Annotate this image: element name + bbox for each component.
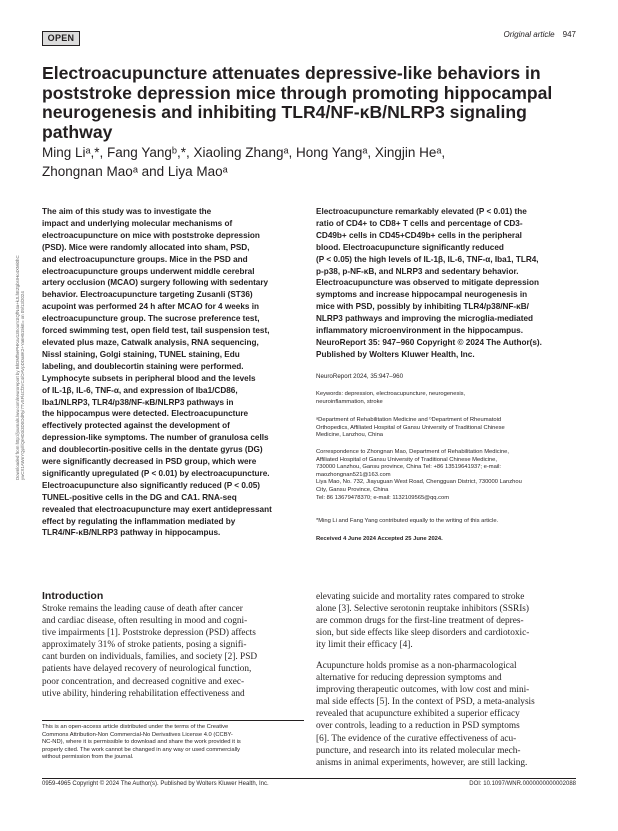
abstract-line: significantly upregulated (P < 0.01) by electroacupuncture. bbox=[42, 468, 270, 478]
correspondence bbox=[316, 449, 522, 502]
body-line: over controls, leading to a reduction in PSD symptoms bbox=[316, 721, 520, 732]
abstract-line: forced swimming test, open field test, tail suspension test, bbox=[42, 326, 270, 336]
abstract-line: labeling, and doublecortin staining were performed. bbox=[42, 361, 244, 371]
abstract-line: impact and underlying molecular mechanisms of bbox=[42, 218, 233, 228]
body-line: and cardiac disease, often resulting in mood and cogni- bbox=[42, 616, 248, 627]
abstract-line: effectively protected against the development of bbox=[42, 421, 230, 431]
email-link[interactable]: maozhongnan521@163.com bbox=[316, 471, 391, 478]
abstract-line: Lymphocyte subsets in peripheral blood and the levels bbox=[42, 373, 256, 383]
body-line: patients have delayed recovery of neurological function, bbox=[42, 664, 252, 675]
body-line: cant burden on individuals, families, and society [2]. PSD bbox=[42, 652, 258, 663]
article-type: Original article bbox=[503, 30, 555, 39]
abstract-line: effect by regulating the inflammation mediated by bbox=[42, 516, 236, 526]
abstract-line: mice with PSD, possibly by inhibiting TLR4/p38/NF-κB/ bbox=[316, 302, 529, 312]
keywords-line: Keywords: depression, electroacupuncture, neurogenesis, bbox=[316, 391, 466, 397]
abstract-line: symptoms and increase hippocampal neurogenesis in bbox=[316, 290, 528, 300]
body-line: ity limit their efficacy [4]. bbox=[316, 640, 413, 651]
intro-left-column bbox=[42, 603, 304, 700]
abstract-right-column bbox=[316, 206, 578, 361]
abstract-line: revealed that electroacupuncture may exert antidepressant bbox=[42, 504, 272, 514]
author-line: Ming Liᵃ,*, Fang Yangᵇ,*, Xiaoling Zhangᵃ, Hong Yangᵃ, Xingjin Heᵃ, bbox=[42, 145, 446, 160]
abstract-line: Electroacupuncture remarkably elevated (P < 0.01) the bbox=[316, 207, 527, 216]
body-line: utive ability, hindering rehabilitation effectiveness and bbox=[42, 688, 245, 699]
abstract-line: artery occlusion (MCAO) surgery following with sedentary bbox=[42, 278, 269, 288]
abstract-line: The aim of this study was to investigate the bbox=[42, 207, 212, 216]
title-line: pathway bbox=[42, 121, 113, 142]
correspondence-line: Affiliated Hospital of Gansu University of Traditional Chinese Medicine, bbox=[316, 456, 497, 463]
body-line: Stroke remains the leading cause of death after cancer bbox=[42, 604, 243, 614]
introduction-heading: Introduction bbox=[42, 590, 104, 602]
abstract-line: electroacupuncture groups underwent middle cerebral bbox=[42, 266, 255, 276]
title-line: Electroacupuncture attenuates depressive-like behaviors in bbox=[42, 63, 541, 83]
body-line: approximately 31% of stroke patients, posing a signifi- bbox=[42, 640, 247, 651]
affiliations bbox=[316, 417, 505, 440]
abstract-line: TLR4/NF-κB/NLRP3 pathway in hippocampus. bbox=[42, 528, 221, 538]
affiliation-line: Orthopedics, Affiliated Hospital of Gansu University of Traditional Chinese bbox=[316, 424, 505, 431]
abstract-line: electroacupuncture on mice with poststroke depression bbox=[42, 230, 260, 240]
abstract-line: Electroacupuncture also significantly reduced (P < 0.05) bbox=[42, 480, 261, 490]
abstract-line: elevated plus maze, Catwalk analysis, RNA sequencing, bbox=[42, 337, 259, 347]
abstract-line: and electroacupuncture groups. Mice in the PSD and bbox=[42, 254, 248, 264]
keywords-line: neuroinflammation, stroke bbox=[316, 398, 383, 405]
abstract-line: the hippocampus were detected. Electroacupuncture bbox=[42, 409, 249, 419]
body-line: tive impairments [1]. Poststroke depression (PSD) affects bbox=[42, 628, 256, 639]
body-line: are common drugs for the first-line treatment of depres- bbox=[316, 616, 524, 627]
license-line: properly cited. The work cannot be changed in any way or used commercially bbox=[42, 746, 241, 753]
correspondence-line: Liya Mao, No. 732, Jiayuguan West Road, Chengguan District, 730000 Lanzhou bbox=[316, 479, 522, 486]
license-divider bbox=[42, 720, 304, 721]
body-line: improving therapeutic outcomes, with low cost and mini- bbox=[316, 685, 530, 696]
abstract-line: blood. Electroacupuncture significantly reduced bbox=[316, 242, 504, 252]
abstract-line: ratio of CD4+ to CD8+ T cells and percentage of CD3- bbox=[316, 218, 523, 228]
received-accepted-dates: Received 4 June 2024 Accepted 25 June 2024. bbox=[316, 536, 443, 542]
body-line: anisms in animal experiments, however, are still lacking. bbox=[316, 757, 528, 768]
abstract-line: TUNEL-positive cells in the DG and CA1. RNA-seq bbox=[42, 492, 237, 502]
open-access-badge: OPEN bbox=[42, 31, 80, 46]
body-line: alternative for reducing depression symptoms and bbox=[316, 673, 502, 684]
body-line: sion, but side effects like sleep disorders and cardiotoxic- bbox=[316, 628, 530, 639]
intro-right-paragraph-1 bbox=[316, 591, 578, 651]
abstract-line: electroacupuncture group. The sucrose preference test, bbox=[42, 314, 260, 324]
title-line: poststroke depression mice through promoting hippocampal bbox=[42, 82, 553, 103]
abstract-line: Iba1/NLRP3, TLR4/p38/NF-κB/NLRP3 pathways in bbox=[42, 397, 234, 407]
abstract-line: Published by Wolters Kluwer Health, Inc. bbox=[316, 349, 475, 359]
abstract-line: were significantly decreased in PSD group, which were bbox=[42, 457, 257, 467]
license-line: NC-ND), where it is permissible to download and share the work provided it is bbox=[42, 739, 241, 746]
footer-divider bbox=[42, 778, 576, 779]
abstract-line: of IL-1β, IL-6, TNF-α, and expression of Iba1/CD86, bbox=[42, 385, 238, 395]
abstract-line: Nissl staining, Golgi staining, TUNEL staining, Edu bbox=[42, 349, 240, 359]
sidebar-line: Downloaded from http://journals.lww.com/neuroreport by BhDMf5ePHKav1zEoum1tQfN4a+kJLhEZgbsIHo4XMi0hC bbox=[15, 255, 20, 480]
keywords bbox=[316, 391, 465, 406]
correspondence-line: Tel: 86 13679478370; e-mail: 1132109565@qq.com bbox=[316, 494, 450, 501]
abstract-line: NeuroReport 35: 947–960 Copyright © 2024 The Author(s). bbox=[316, 337, 542, 347]
abstract-line: p-p38, p-NF-κB, and NLRP3 and sedentary behavior. bbox=[316, 266, 519, 276]
abstract-line: NLRP3 pathways and improving the microglia-mediated bbox=[316, 314, 534, 324]
license-line: Commons Attribution-Non Commercial-No Derivatives License 4.0 (CCBY- bbox=[42, 731, 233, 738]
running-header bbox=[504, 30, 577, 39]
abstract-line: depression-like symptoms. The number of granulosa cells bbox=[42, 433, 269, 443]
license-note bbox=[42, 724, 241, 762]
abstract-line: acupoint was performed 24 h after MCAO for 4 weeks in bbox=[42, 302, 260, 312]
article-title bbox=[42, 64, 562, 142]
body-line: poor concentration, and decreased cognitive and exec- bbox=[42, 676, 245, 687]
abstract-line: behavior. Electroacupuncture targeting Zusanli (ST36) bbox=[42, 290, 253, 300]
author-line: Zhongnan Maoᵃ and Liya Maoᵃ bbox=[42, 164, 228, 179]
footer-doi[interactable]: DOI: 10.1097/WNR.0000000000002088 bbox=[469, 781, 576, 787]
abstract-line: (P < 0.05) the high levels of IL-1β, IL-6, TNF-α, Iba1, TLR4, bbox=[316, 254, 539, 264]
license-line: This is an open-access article distributed under the terms of the Creative bbox=[42, 724, 229, 730]
equal-contribution-note: *Ming Li and Fang Yang contributed equally to the writing of this article. bbox=[316, 518, 499, 524]
title-line: neurogenesis and inhibiting TLR4/NF-κB/NLRP3 signaling bbox=[42, 102, 527, 123]
affiliation-line: Medicine, Lanzhou, China bbox=[316, 432, 384, 439]
abstract-left-column bbox=[42, 206, 304, 539]
body-line: puncture, and research into its related molecular mech- bbox=[316, 745, 521, 756]
body-line: revealed that acupuncture exhibited a superior efficacy bbox=[316, 709, 520, 720]
body-line: elevating suicide and mortality rates compared to stroke bbox=[316, 592, 525, 602]
abstract-line: inflammatory microenvironment in the hippocampus. bbox=[316, 326, 523, 336]
correspondence-line: Correspondence to Zhongnan Mao, Department of Rehabilitation Medicine, bbox=[316, 449, 510, 455]
sidebar-line: ywCX1AWnYQp/IlQrHD3i3D0OdRyi7TvSFl4Cf3VC4/OAVpDDa8K2+Ya6H515kE= on 09/13/2024 bbox=[20, 291, 25, 480]
correspondence-line: 730000 Lanzhou, Gansu province, China Tel: +86 13519641937; e-mail: bbox=[316, 464, 502, 471]
abstract-line: CD49b+ cells in CD45+CD49b+ cells in the peripheral bbox=[316, 230, 522, 240]
download-sidebar bbox=[4, 150, 25, 480]
abstract-line: Electroacupuncture was observed to mitigate depression bbox=[316, 278, 539, 288]
body-line: Acupuncture holds promise as a non-pharmacological bbox=[316, 661, 517, 671]
license-line: without permission from the journal. bbox=[42, 754, 134, 761]
correspondence-line: City, Gansu Province, China bbox=[316, 486, 389, 493]
affiliation-line: ᵃDepartment of Rehabilitation Medicine and ᵇDepartment of Rheumatoid bbox=[316, 417, 502, 423]
abstract-line: (PSD). Mice were randomly allocated into sham, PSD, bbox=[42, 242, 250, 252]
body-line: [6]. The evidence of the curative effectiveness of acu- bbox=[316, 733, 517, 744]
journal-reference: NeuroReport 2024, 35:947–960 bbox=[316, 373, 404, 380]
footer-copyright: 0959-4965 Copyright © 2024 The Author(s). Published by Wolters Kluwer Health, Inc. bbox=[42, 781, 269, 787]
page-number: 947 bbox=[562, 30, 576, 39]
body-line: alone [3]. Selective serotonin reuptake inhibitors (SSRIs) bbox=[316, 604, 530, 615]
intro-right-paragraph-2 bbox=[316, 660, 578, 769]
author-list bbox=[42, 143, 562, 181]
abstract-line: and doublecortin-positive cells in the dentate gyrus (DG) bbox=[42, 445, 263, 455]
body-line: mal side effects [5]. In the context of PSD, a meta-analysis bbox=[316, 697, 535, 708]
